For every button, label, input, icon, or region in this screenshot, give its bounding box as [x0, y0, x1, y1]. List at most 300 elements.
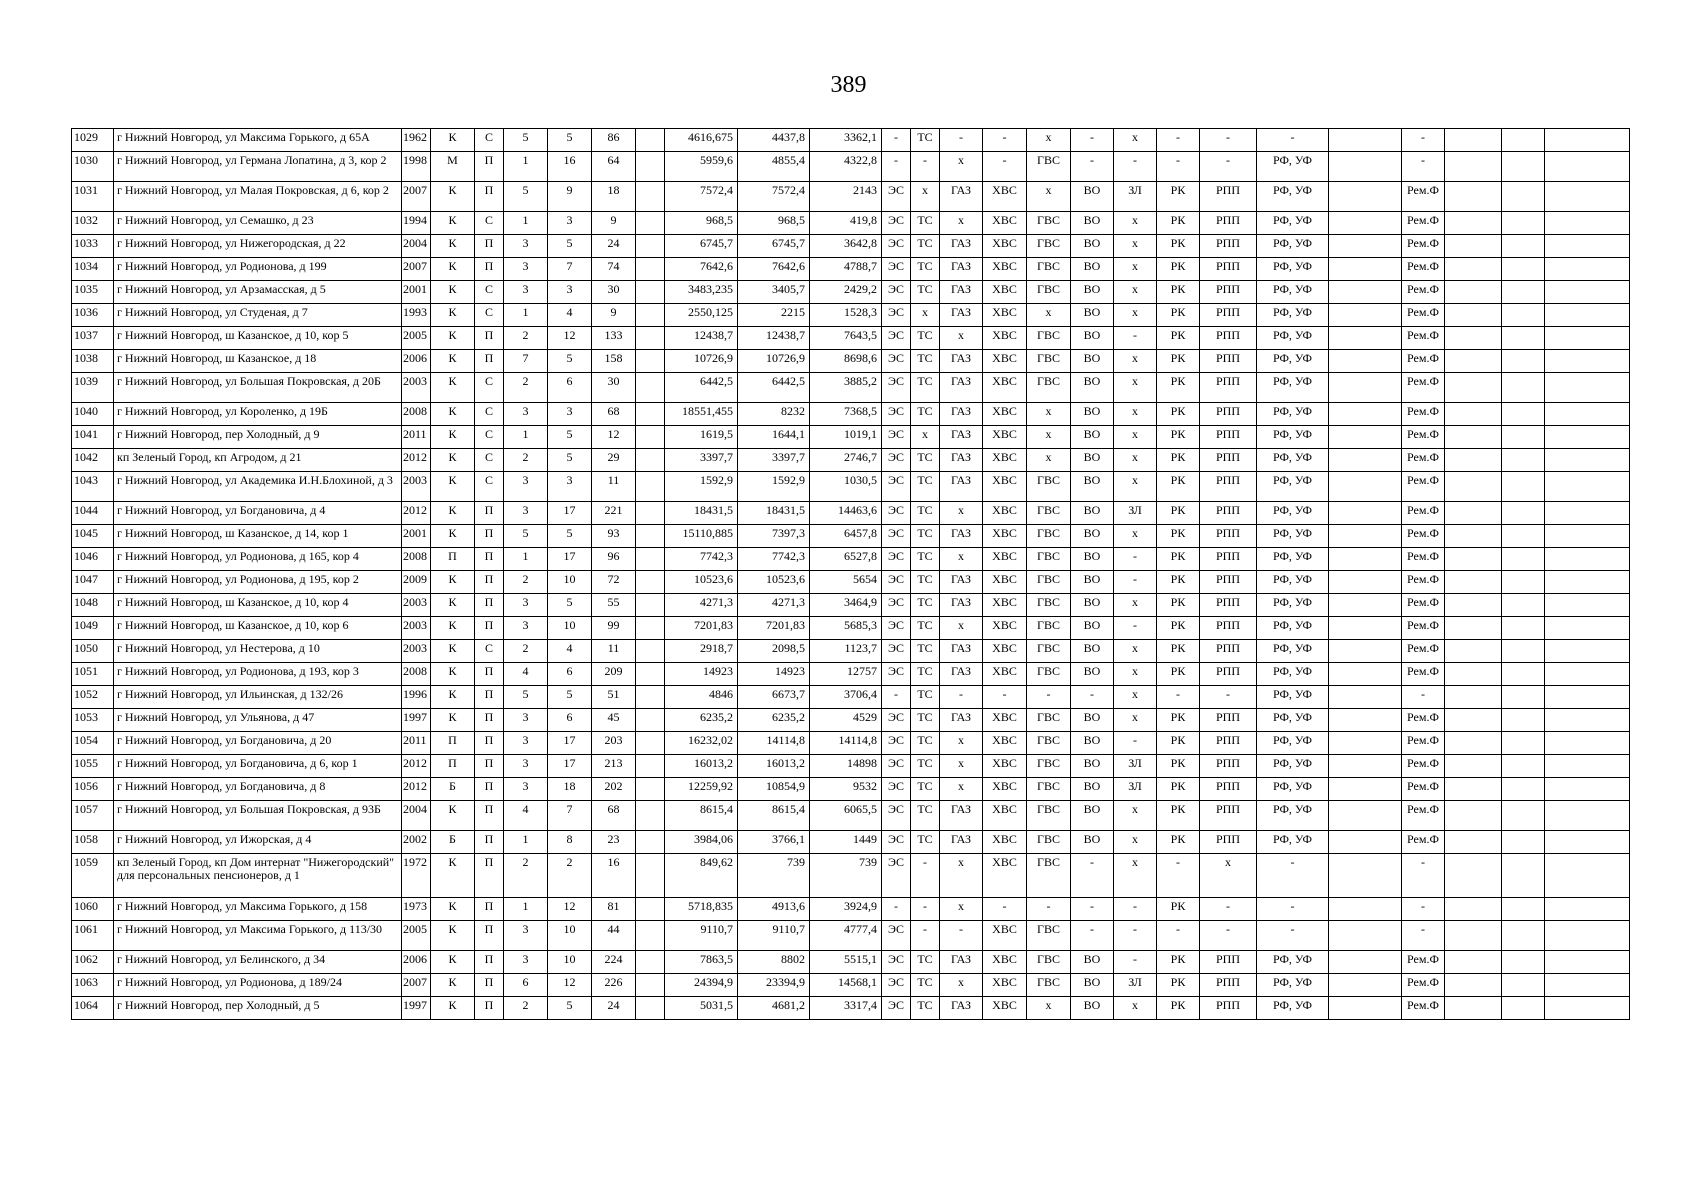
table-cell: ГАЗ — [940, 426, 983, 449]
table-cell: РК — [1157, 801, 1200, 831]
table-row — [72, 327, 1630, 350]
table-cell: 2006 — [402, 951, 431, 974]
table-cell: 5 — [548, 350, 592, 373]
table-cell: РПП — [1200, 304, 1257, 327]
table-cell: 3766,1 — [738, 831, 810, 854]
table-cell: ЭС — [882, 854, 911, 898]
table-cell: ЭС — [882, 997, 911, 1020]
table-cell: 221 — [592, 502, 636, 525]
table-cell: РФ, УФ — [1257, 548, 1329, 571]
table-cell: 2011 — [402, 426, 431, 449]
table-cell: 81 — [592, 898, 636, 921]
table-cell: РПП — [1200, 525, 1257, 548]
table-cell: П — [475, 548, 504, 571]
table-cell: 3 — [504, 258, 548, 281]
table-cell: ГВС — [1027, 921, 1071, 951]
table-cell: 7572,4 — [665, 182, 738, 212]
table-cell: х — [1114, 426, 1157, 449]
table-cell: - — [911, 152, 940, 182]
table-cell: х — [940, 212, 983, 235]
table-cell: 2143 — [810, 182, 882, 212]
table-cell: 7742,3 — [665, 548, 738, 571]
table-cell: - — [983, 898, 1027, 921]
table-cell — [1329, 426, 1402, 449]
table-cell: К — [431, 212, 475, 235]
housing-registry-table — [71, 128, 1630, 1020]
table-cell — [1445, 502, 1502, 525]
table-cell: П — [475, 801, 504, 831]
table-cell: 5685,3 — [810, 617, 882, 640]
table-cell — [636, 709, 665, 732]
table-cell: 16 — [592, 854, 636, 898]
table-row — [72, 663, 1630, 686]
table-cell: 1993 — [402, 304, 431, 327]
table-cell — [1545, 974, 1630, 997]
table-cell: 968,5 — [738, 212, 810, 235]
table-cell: 2007 — [402, 182, 431, 212]
table-cell: - — [1257, 129, 1329, 152]
table-cell: х — [940, 548, 983, 571]
table-cell: Рем.Ф — [1402, 281, 1445, 304]
table-row — [72, 951, 1630, 974]
table-cell: 1592,9 — [665, 472, 738, 502]
table-cell: П — [475, 997, 504, 1020]
table-cell — [636, 831, 665, 854]
table-cell: - — [1114, 898, 1157, 921]
table-cell: 1064 — [72, 997, 114, 1020]
table-cell: - — [940, 686, 983, 709]
table-cell: 12438,7 — [665, 327, 738, 350]
table-cell — [1445, 898, 1502, 921]
table-cell: ХВС — [983, 755, 1027, 778]
table-cell: х — [1114, 594, 1157, 617]
table-cell: Рем.Ф — [1402, 304, 1445, 327]
table-cell — [636, 594, 665, 617]
table-cell: 4846 — [665, 686, 738, 709]
table-cell: 11 — [592, 472, 636, 502]
table-cell: 14463,6 — [810, 502, 882, 525]
table-cell: 1056 — [72, 778, 114, 801]
table-cell: ЭС — [882, 951, 911, 974]
table-cell: К — [431, 281, 475, 304]
table-cell: К — [431, 373, 475, 403]
table-cell: 4 — [504, 663, 548, 686]
table-cell: ТС — [911, 801, 940, 831]
table-cell: РК — [1157, 951, 1200, 974]
table-cell: К — [431, 951, 475, 974]
table-cell: К — [431, 129, 475, 152]
table-cell: ЭС — [882, 801, 911, 831]
table-cell: К — [431, 921, 475, 951]
table-cell: 3 — [504, 617, 548, 640]
table-cell: - — [1402, 898, 1445, 921]
table-cell: ЭС — [882, 755, 911, 778]
table-cell: Рем.Ф — [1402, 373, 1445, 403]
table-cell — [1502, 449, 1545, 472]
table-cell: г Нижний Новгород, ул Ижорская, д 4 — [114, 831, 402, 854]
table-row — [72, 640, 1630, 663]
table-cell: х — [940, 778, 983, 801]
table-row — [72, 831, 1630, 854]
table-cell — [636, 974, 665, 997]
table-cell: 1042 — [72, 449, 114, 472]
table-cell: ТС — [911, 831, 940, 854]
table-cell — [1445, 732, 1502, 755]
table-cell: 10 — [548, 951, 592, 974]
table-cell: 4913,6 — [738, 898, 810, 921]
table-cell: ВО — [1071, 403, 1114, 426]
table-cell: х — [1114, 997, 1157, 1020]
table-cell: - — [911, 854, 940, 898]
table-cell: 202 — [592, 778, 636, 801]
table-cell: 4529 — [810, 709, 882, 732]
table-cell: ХВС — [983, 732, 1027, 755]
table-cell: 2 — [504, 327, 548, 350]
table-cell — [1445, 778, 1502, 801]
table-cell: ТС — [911, 281, 940, 304]
table-cell: ТС — [911, 472, 940, 502]
table-cell: ЭС — [882, 831, 911, 854]
table-cell: Рем.Ф — [1402, 449, 1445, 472]
table-cell: х — [1027, 304, 1071, 327]
table-cell — [1445, 640, 1502, 663]
table-cell: 133 — [592, 327, 636, 350]
table-row — [72, 571, 1630, 594]
table-cell: х — [1114, 831, 1157, 854]
table-cell — [1502, 831, 1545, 854]
table-cell: К — [431, 640, 475, 663]
table-cell: РПП — [1200, 212, 1257, 235]
table-cell: 2001 — [402, 281, 431, 304]
table-cell — [1502, 640, 1545, 663]
table-cell — [1445, 304, 1502, 327]
table-cell: Рем.Ф — [1402, 951, 1445, 974]
table-cell — [1329, 778, 1402, 801]
table-cell: 1051 — [72, 663, 114, 686]
table-cell: 4855,4 — [738, 152, 810, 182]
table-cell: РФ, УФ — [1257, 571, 1329, 594]
table-cell — [1445, 974, 1502, 997]
table-cell: 5 — [548, 235, 592, 258]
table-cell: К — [431, 997, 475, 1020]
table-cell: ЭС — [882, 235, 911, 258]
table-cell: ЭС — [882, 403, 911, 426]
table-cell: х — [1027, 426, 1071, 449]
table-cell: 6235,2 — [738, 709, 810, 732]
table-cell: - — [882, 686, 911, 709]
table-cell: - — [1071, 686, 1114, 709]
table-cell — [1445, 571, 1502, 594]
table-cell — [1329, 686, 1402, 709]
table-cell: РК — [1157, 350, 1200, 373]
table-cell: П — [431, 548, 475, 571]
table-cell: ВО — [1071, 449, 1114, 472]
table-cell: ЗЛ — [1114, 502, 1157, 525]
table-cell: РФ, УФ — [1257, 472, 1329, 502]
table-cell: 1994 — [402, 212, 431, 235]
table-cell: К — [431, 472, 475, 502]
table-cell: - — [1200, 129, 1257, 152]
table-cell: Рем.Ф — [1402, 472, 1445, 502]
table-cell: ХВС — [983, 449, 1027, 472]
table-cell: 1057 — [72, 801, 114, 831]
table-cell — [1502, 350, 1545, 373]
table-cell: - — [1200, 686, 1257, 709]
table-cell: 5 — [548, 686, 592, 709]
table-cell: К — [431, 502, 475, 525]
table-cell: РФ, УФ — [1257, 350, 1329, 373]
table-cell: х — [1114, 304, 1157, 327]
table-cell: РФ, УФ — [1257, 525, 1329, 548]
table-cell: 2012 — [402, 778, 431, 801]
table-cell: РПП — [1200, 709, 1257, 732]
table-cell: РК — [1157, 997, 1200, 1020]
table-cell: ХВС — [983, 640, 1027, 663]
table-cell — [1329, 327, 1402, 350]
table-cell: 12 — [548, 898, 592, 921]
table-cell: х — [1114, 640, 1157, 663]
table-cell — [636, 502, 665, 525]
table-cell: ВО — [1071, 732, 1114, 755]
table-cell: х — [1114, 801, 1157, 831]
table-cell: П — [431, 755, 475, 778]
table-cell: 7201,83 — [738, 617, 810, 640]
table-cell: ГАЗ — [940, 304, 983, 327]
table-cell: ГВС — [1027, 525, 1071, 548]
table-cell: 16232,02 — [665, 732, 738, 755]
table-cell: ГАЗ — [940, 801, 983, 831]
table-cell — [1545, 663, 1630, 686]
table-cell: 68 — [592, 403, 636, 426]
table-cell: ТС — [911, 778, 940, 801]
table-cell — [1545, 951, 1630, 974]
table-row — [72, 525, 1630, 548]
table-cell — [636, 304, 665, 327]
table-cell: РПП — [1200, 594, 1257, 617]
table-cell — [1329, 898, 1402, 921]
table-row — [72, 212, 1630, 235]
table-cell: 12 — [548, 974, 592, 997]
table-cell: ЭС — [882, 373, 911, 403]
table-cell: Рем.Ф — [1402, 258, 1445, 281]
table-cell: П — [475, 921, 504, 951]
table-cell: х — [1114, 686, 1157, 709]
table-cell: ЭС — [882, 663, 911, 686]
table-cell: ГВС — [1027, 732, 1071, 755]
table-cell: 1045 — [72, 525, 114, 548]
table-cell: РПП — [1200, 350, 1257, 373]
table-cell: 1592,9 — [738, 472, 810, 502]
table-cell — [636, 258, 665, 281]
table-cell: П — [475, 686, 504, 709]
table-cell: ВО — [1071, 350, 1114, 373]
table-cell: 24 — [592, 235, 636, 258]
table-cell: ТС — [911, 502, 940, 525]
table-cell: ГАЗ — [940, 281, 983, 304]
table-cell: Б — [431, 778, 475, 801]
table-cell — [1545, 350, 1630, 373]
table-cell: х — [1114, 258, 1157, 281]
table-cell: РПП — [1200, 951, 1257, 974]
table-cell: г Нижний Новгород, ш Казанское, д 18 — [114, 350, 402, 373]
table-cell: 1528,3 — [810, 304, 882, 327]
table-cell: 23394,9 — [738, 974, 810, 997]
table-cell: 5 — [548, 449, 592, 472]
table-cell — [1329, 212, 1402, 235]
table-cell: ТС — [911, 548, 940, 571]
table-cell — [1329, 594, 1402, 617]
table-cell: ТС — [911, 327, 940, 350]
table-cell: ХВС — [983, 304, 1027, 327]
table-cell — [1502, 212, 1545, 235]
table-cell: РК — [1157, 571, 1200, 594]
table-row — [72, 304, 1630, 327]
table-cell: К — [431, 182, 475, 212]
table-cell — [1545, 686, 1630, 709]
table-cell: 7397,3 — [738, 525, 810, 548]
table-cell: 6457,8 — [810, 525, 882, 548]
table-cell: Рем.Ф — [1402, 403, 1445, 426]
table-cell: РФ, УФ — [1257, 831, 1329, 854]
table-cell: ЭС — [882, 732, 911, 755]
table-cell: 3706,4 — [810, 686, 882, 709]
table-cell: 2 — [504, 997, 548, 1020]
table-cell: г Нижний Новгород, пер Холодный, д 5 — [114, 997, 402, 1020]
table-cell: - — [911, 898, 940, 921]
table-cell: К — [431, 686, 475, 709]
table-cell: К — [431, 571, 475, 594]
table-cell: - — [1114, 327, 1157, 350]
table-cell: ГВС — [1027, 594, 1071, 617]
table-cell: 739 — [810, 854, 882, 898]
table-cell — [1329, 281, 1402, 304]
table-cell: г Нижний Новгород, ул Богдановича, д 8 — [114, 778, 402, 801]
table-cell: ГВС — [1027, 951, 1071, 974]
table-cell: 2012 — [402, 502, 431, 525]
table-cell: ХВС — [983, 801, 1027, 831]
table-cell: ВО — [1071, 258, 1114, 281]
table-cell: 2003 — [402, 594, 431, 617]
table-cell — [1545, 709, 1630, 732]
table-cell: ТС — [911, 571, 940, 594]
table-cell: 2 — [504, 640, 548, 663]
table-cell — [1445, 129, 1502, 152]
table-cell — [636, 663, 665, 686]
table-cell: К — [431, 525, 475, 548]
table-cell — [1445, 426, 1502, 449]
table-cell: 6527,8 — [810, 548, 882, 571]
table-cell: 158 — [592, 350, 636, 373]
table-cell: 1998 — [402, 152, 431, 182]
table-cell: - — [1114, 921, 1157, 951]
table-cell: ХВС — [983, 403, 1027, 426]
table-cell: РК — [1157, 212, 1200, 235]
table-cell: х — [1027, 182, 1071, 212]
table-cell: - — [1157, 152, 1200, 182]
table-cell: 1644,1 — [738, 426, 810, 449]
table-cell: ГАЗ — [940, 182, 983, 212]
table-cell: М — [431, 152, 475, 182]
table-cell: ВО — [1071, 373, 1114, 403]
table-cell — [1445, 212, 1502, 235]
table-cell: РК — [1157, 525, 1200, 548]
table-cell: 12259,92 — [665, 778, 738, 801]
table-cell: К — [431, 327, 475, 350]
table-cell — [1445, 258, 1502, 281]
table-cell: х — [940, 974, 983, 997]
table-row — [72, 854, 1630, 898]
table-cell — [1445, 663, 1502, 686]
table-cell: ВО — [1071, 525, 1114, 548]
table-cell — [1329, 129, 1402, 152]
table-cell: Рем.Ф — [1402, 778, 1445, 801]
table-cell: ЭС — [882, 921, 911, 951]
table-row — [72, 235, 1630, 258]
table-cell: г Нижний Новгород, ул Максима Горького, д 65А — [114, 129, 402, 152]
table-cell — [1545, 617, 1630, 640]
table-cell: ТС — [911, 732, 940, 755]
table-cell: ГВС — [1027, 281, 1071, 304]
table-cell: 10523,6 — [738, 571, 810, 594]
table-cell: 1449 — [810, 831, 882, 854]
table-cell: ГАЗ — [940, 831, 983, 854]
table-cell: 203 — [592, 732, 636, 755]
table-cell: 2012 — [402, 449, 431, 472]
table-cell: ХВС — [983, 997, 1027, 1020]
table-cell: 18431,5 — [738, 502, 810, 525]
table-cell: 1061 — [72, 921, 114, 951]
table-cell — [1329, 449, 1402, 472]
table-cell: х — [1027, 403, 1071, 426]
table-row — [72, 974, 1630, 997]
table-cell: 9532 — [810, 778, 882, 801]
table-cell: 3 — [504, 403, 548, 426]
table-cell: 17 — [548, 755, 592, 778]
table-cell: - — [911, 921, 940, 951]
table-cell: ВО — [1071, 997, 1114, 1020]
table-cell: 1058 — [72, 831, 114, 854]
table-cell: П — [475, 258, 504, 281]
table-cell: С — [475, 403, 504, 426]
table-cell: х — [1200, 854, 1257, 898]
table-cell: ЭС — [882, 525, 911, 548]
table-cell: РК — [1157, 732, 1200, 755]
table-cell: 74 — [592, 258, 636, 281]
table-cell: 99 — [592, 617, 636, 640]
table-cell — [636, 571, 665, 594]
table-cell: 8 — [548, 831, 592, 854]
table-cell: ТС — [911, 974, 940, 997]
table-cell: 2003 — [402, 472, 431, 502]
table-cell: ТС — [911, 525, 940, 548]
table-cell: ВО — [1071, 974, 1114, 997]
table-cell — [1502, 235, 1545, 258]
table-cell: г Нижний Новгород, ул Белинского, д 34 — [114, 951, 402, 974]
table-cell — [1329, 732, 1402, 755]
table-cell: 86 — [592, 129, 636, 152]
table-cell: ГАЗ — [940, 663, 983, 686]
table-cell: х — [940, 152, 983, 182]
table-cell: 4777,4 — [810, 921, 882, 951]
table-cell: 2 — [548, 854, 592, 898]
table-cell: - — [1402, 686, 1445, 709]
table-cell: П — [475, 617, 504, 640]
table-cell: 1 — [504, 304, 548, 327]
table-cell: РК — [1157, 640, 1200, 663]
table-cell: 5 — [548, 129, 592, 152]
table-cell: - — [940, 129, 983, 152]
table-cell — [1445, 831, 1502, 854]
